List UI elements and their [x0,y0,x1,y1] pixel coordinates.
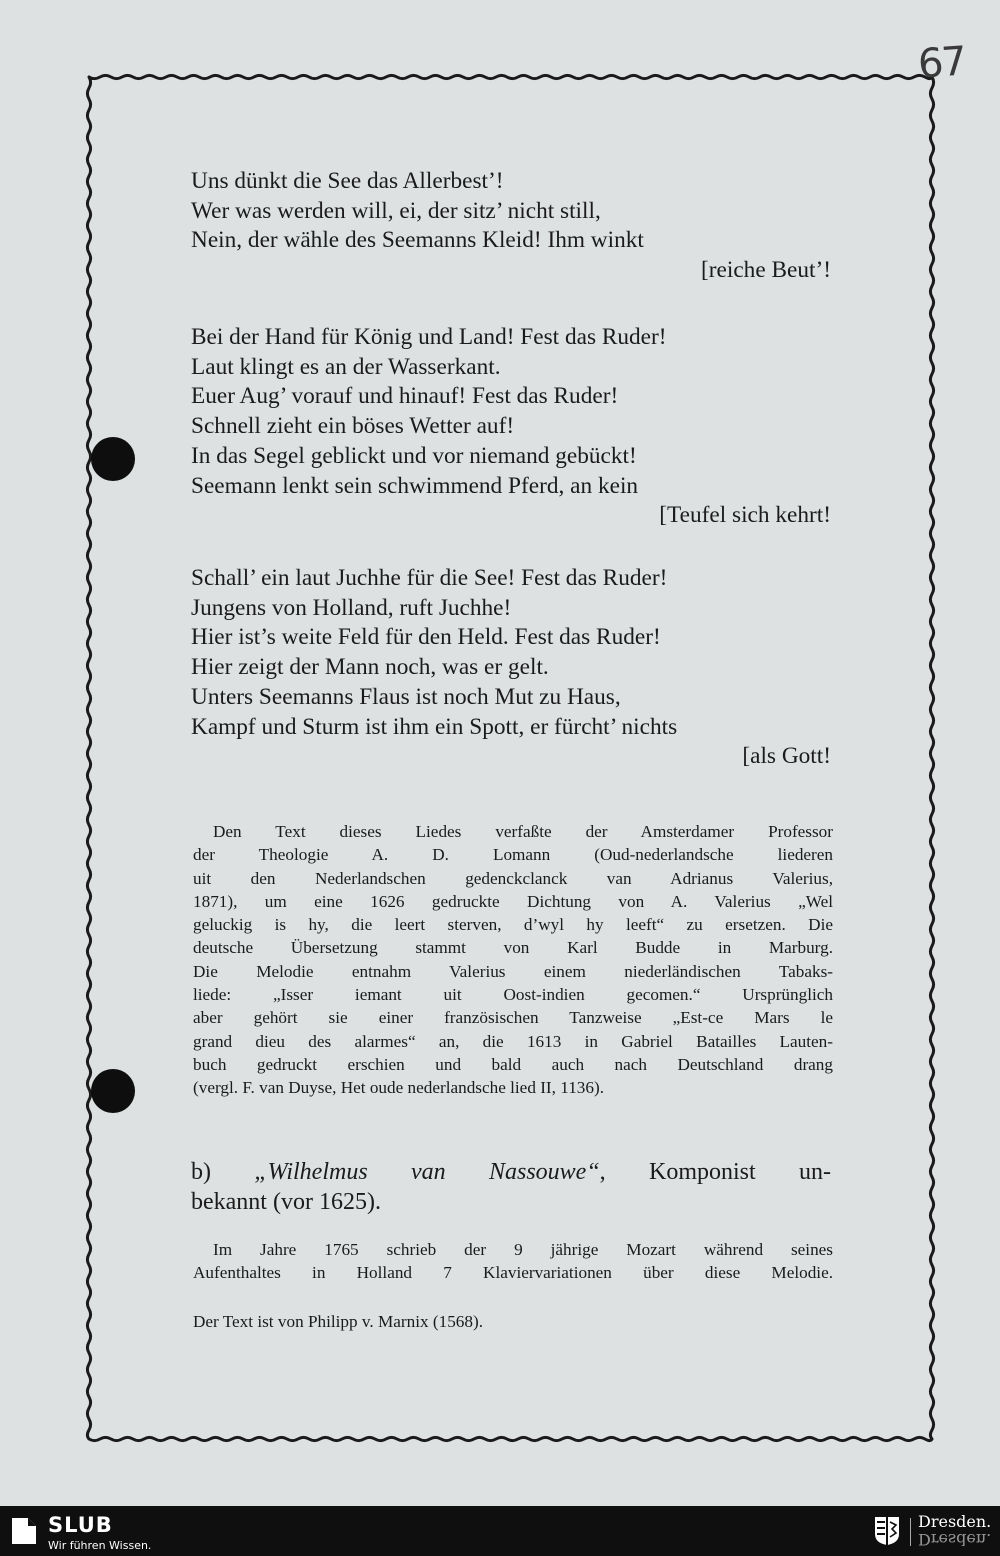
verse-line: Jungens von Holland, ruft Juchhe! [191,594,512,621]
note-line: geluckig is hy, die leert sterven, d’wyl hy leeft“ zu ersetzen. Die [193,915,833,935]
verse-2 [191,323,831,531]
verse-line: [Teufel sich kehrt! [659,502,831,529]
slub-logo-icon [10,1516,38,1546]
section-b-heading [191,1157,831,1217]
verse-line: Schall’ ein laut Juchhe für die See! Fest das Ruder! [191,565,668,591]
note-line: Im Jahre 1765 schrieb der 9 jährige Mozart während seines [213,1240,833,1259]
text-author-note [193,1310,833,1333]
section-b-line1-rest: , Komponist un- [599,1159,831,1185]
verse-line: Seemann lenkt sein schwimmend Pferd, an kein [191,472,639,499]
verse-line: Hier zeigt der Mann noch, was er gelt. [191,654,549,681]
verse-line: [als Gott! [742,743,831,770]
dresden-brand-reflection: Dresden. [918,1530,992,1549]
note-line: buch gedruckt erschien und bald auch nach Deutschland drang [193,1054,833,1074]
note-line: 1871), um eine 1626 gedruckte Dichtung von A. Valerius „Wel [193,891,833,911]
slub-brand: SLUB [48,1513,113,1537]
footer-bar [0,1506,1000,1556]
note-line: liede: „Isser iemant uit Oost-indien gecomen.“ Ursprünglich [193,985,833,1005]
note-line: grand dieu des alarmes“ an, die 1613 in Gabriel Batailles Lauten- [193,1031,833,1051]
punch-hole-lower [91,1069,135,1113]
verse-line: In das Segel geblickt und vor niemand gebückt! [191,442,637,469]
section-b-title: „Wilhelmus van Nassouwe“ [254,1159,600,1185]
punch-hole-upper [91,437,135,481]
section-b-line2: bekannt (vor 1625). [191,1189,381,1215]
section-b-prefix: b) [191,1159,255,1185]
dresden-brand: Dresden. [918,1512,992,1531]
slub-tagline: Wir führen Wissen. [48,1539,152,1552]
note-line: Die Melodie entnahm Valerius einem niederländischen Tabaks- [193,961,833,981]
note-line: Den Text dieses Liedes verfaßte der Amsterdamer Professor [213,822,833,841]
note-line: Der Text ist von Philipp v. Marnix (1568). [193,1312,484,1331]
note-line: der Theologie A. D. Lomann (Oud-nederlandsche liederen [193,845,833,865]
note-line: (vergl. F. van Duyse, Het oude nederlandsche lied II, 1136). [193,1078,605,1098]
note-line: uit den Nederlandschen gedenckclanck van Adrianus Valerius, [193,868,833,888]
verse-1 [191,167,831,286]
verse-line: Laut klingt es an der Wasserkant. [191,353,501,380]
verse-line: [reiche Beut’! [701,257,831,284]
handwritten-page-number: 67 [916,38,967,88]
verse-line: Kampf und Sturm ist ihm ein Spott, er fürcht’ nichts [191,713,678,740]
dresden-crest-icon [874,1516,900,1546]
verse-line: Uns dünkt die See das Allerbest’! [191,168,504,194]
verse-line: Hier ist’s weite Feld für den Held. Fest das Ruder! [191,624,661,651]
verse-line: Wer was werden will, ei, der sitz’ nicht still, [191,197,601,224]
verse-line: Bei der Hand für König und Land! Fest das Ruder! [191,324,667,350]
verse-line: Unters Seemanns Flaus ist noch Mut zu Haus, [191,683,621,710]
song-history-note [193,820,833,1100]
verse-line: Euer Aug’ vorauf und hinauf! Fest das Ruder! [191,383,619,410]
verse-3 [191,564,831,772]
note-line: aber gehört sie einer französischen Tanzweise „Est-ce Mars le [193,1008,833,1028]
note-line: Aufenthaltes in Holland 7 Klaviervariationen über diese Melodie. [193,1263,833,1283]
mozart-note [193,1238,833,1285]
footer-separator [910,1518,911,1546]
note-line: deutsche Übersetzung stammt von Karl Budde in Marburg. [193,938,833,958]
verse-line: Schnell zieht ein böses Wetter auf! [191,413,515,440]
verse-line: Nein, der wähle des Seemanns Kleid! Ihm winkt [191,227,644,254]
